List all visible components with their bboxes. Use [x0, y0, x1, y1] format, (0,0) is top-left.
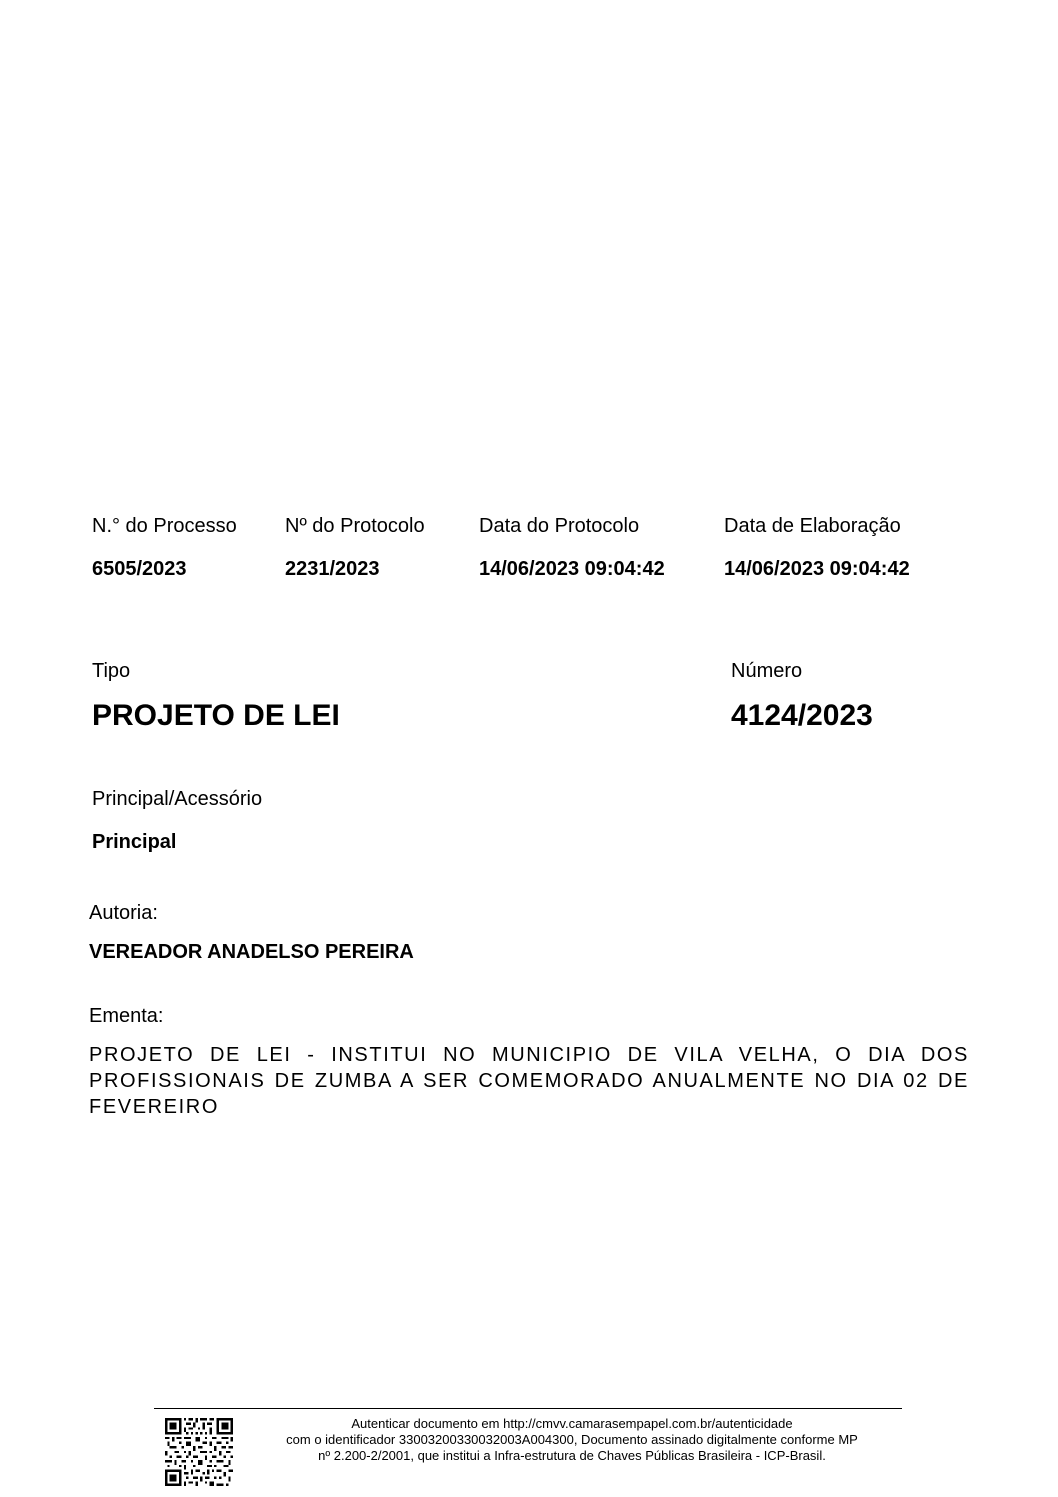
protocolo-value: 2231/2023: [285, 558, 380, 580]
tipo-label: Tipo: [92, 660, 131, 682]
principal-label: Principal/Acessório: [92, 788, 263, 810]
processo-value: 6505/2023: [92, 558, 187, 580]
protocolo-label: Nº do Protocolo: [285, 515, 425, 537]
ementa-text: PROJETO DE LEI - INSTITUI NO MUNICIPIO DE VILA VELHA, O DIA DOS PROFISSIONAIS DE ZUMBA A SER COMEMORADO ANUALMENTE NO DIA 02 DE FEVEREIRO: [89, 1044, 969, 1118]
footer-line-1: Autenticar documento em http://cmvv.camarasempapel.com.br/autenticidade: [351, 1416, 793, 1431]
data-elaboracao-label: Data de Elaboração: [724, 515, 901, 537]
autoria-value: VEREADOR ANADELSO PEREIRA: [89, 941, 414, 963]
numero-value: 4124/2023: [731, 699, 873, 732]
autoria-label: Autoria:: [89, 902, 158, 924]
qr-code-icon: [165, 1418, 233, 1486]
footer-line-3: nº 2.200-2/2001, que institui a Infra-estrutura de Chaves Públicas Brasileira - ICP-Brasil.: [318, 1448, 826, 1463]
processo-label: N.° do Processo: [92, 515, 237, 537]
ementa-label: Ementa:: [89, 1005, 164, 1027]
principal-value: Principal: [92, 831, 177, 853]
data-elaboracao-value: 14/06/2023 09:04:42: [724, 558, 910, 580]
tipo-value: PROJETO DE LEI: [92, 699, 340, 732]
footer-divider: [154, 1408, 902, 1409]
footer-authentication-text: [244, 1416, 900, 1464]
data-protocolo-label: Data do Protocolo: [479, 515, 640, 537]
data-protocolo-value: 14/06/2023 09:04:42: [479, 558, 665, 580]
footer-line-2: com o identificador 33003200330032003A004300, Documento assinado digitalmente conforme MP: [286, 1432, 858, 1447]
numero-label: Número: [731, 660, 803, 682]
